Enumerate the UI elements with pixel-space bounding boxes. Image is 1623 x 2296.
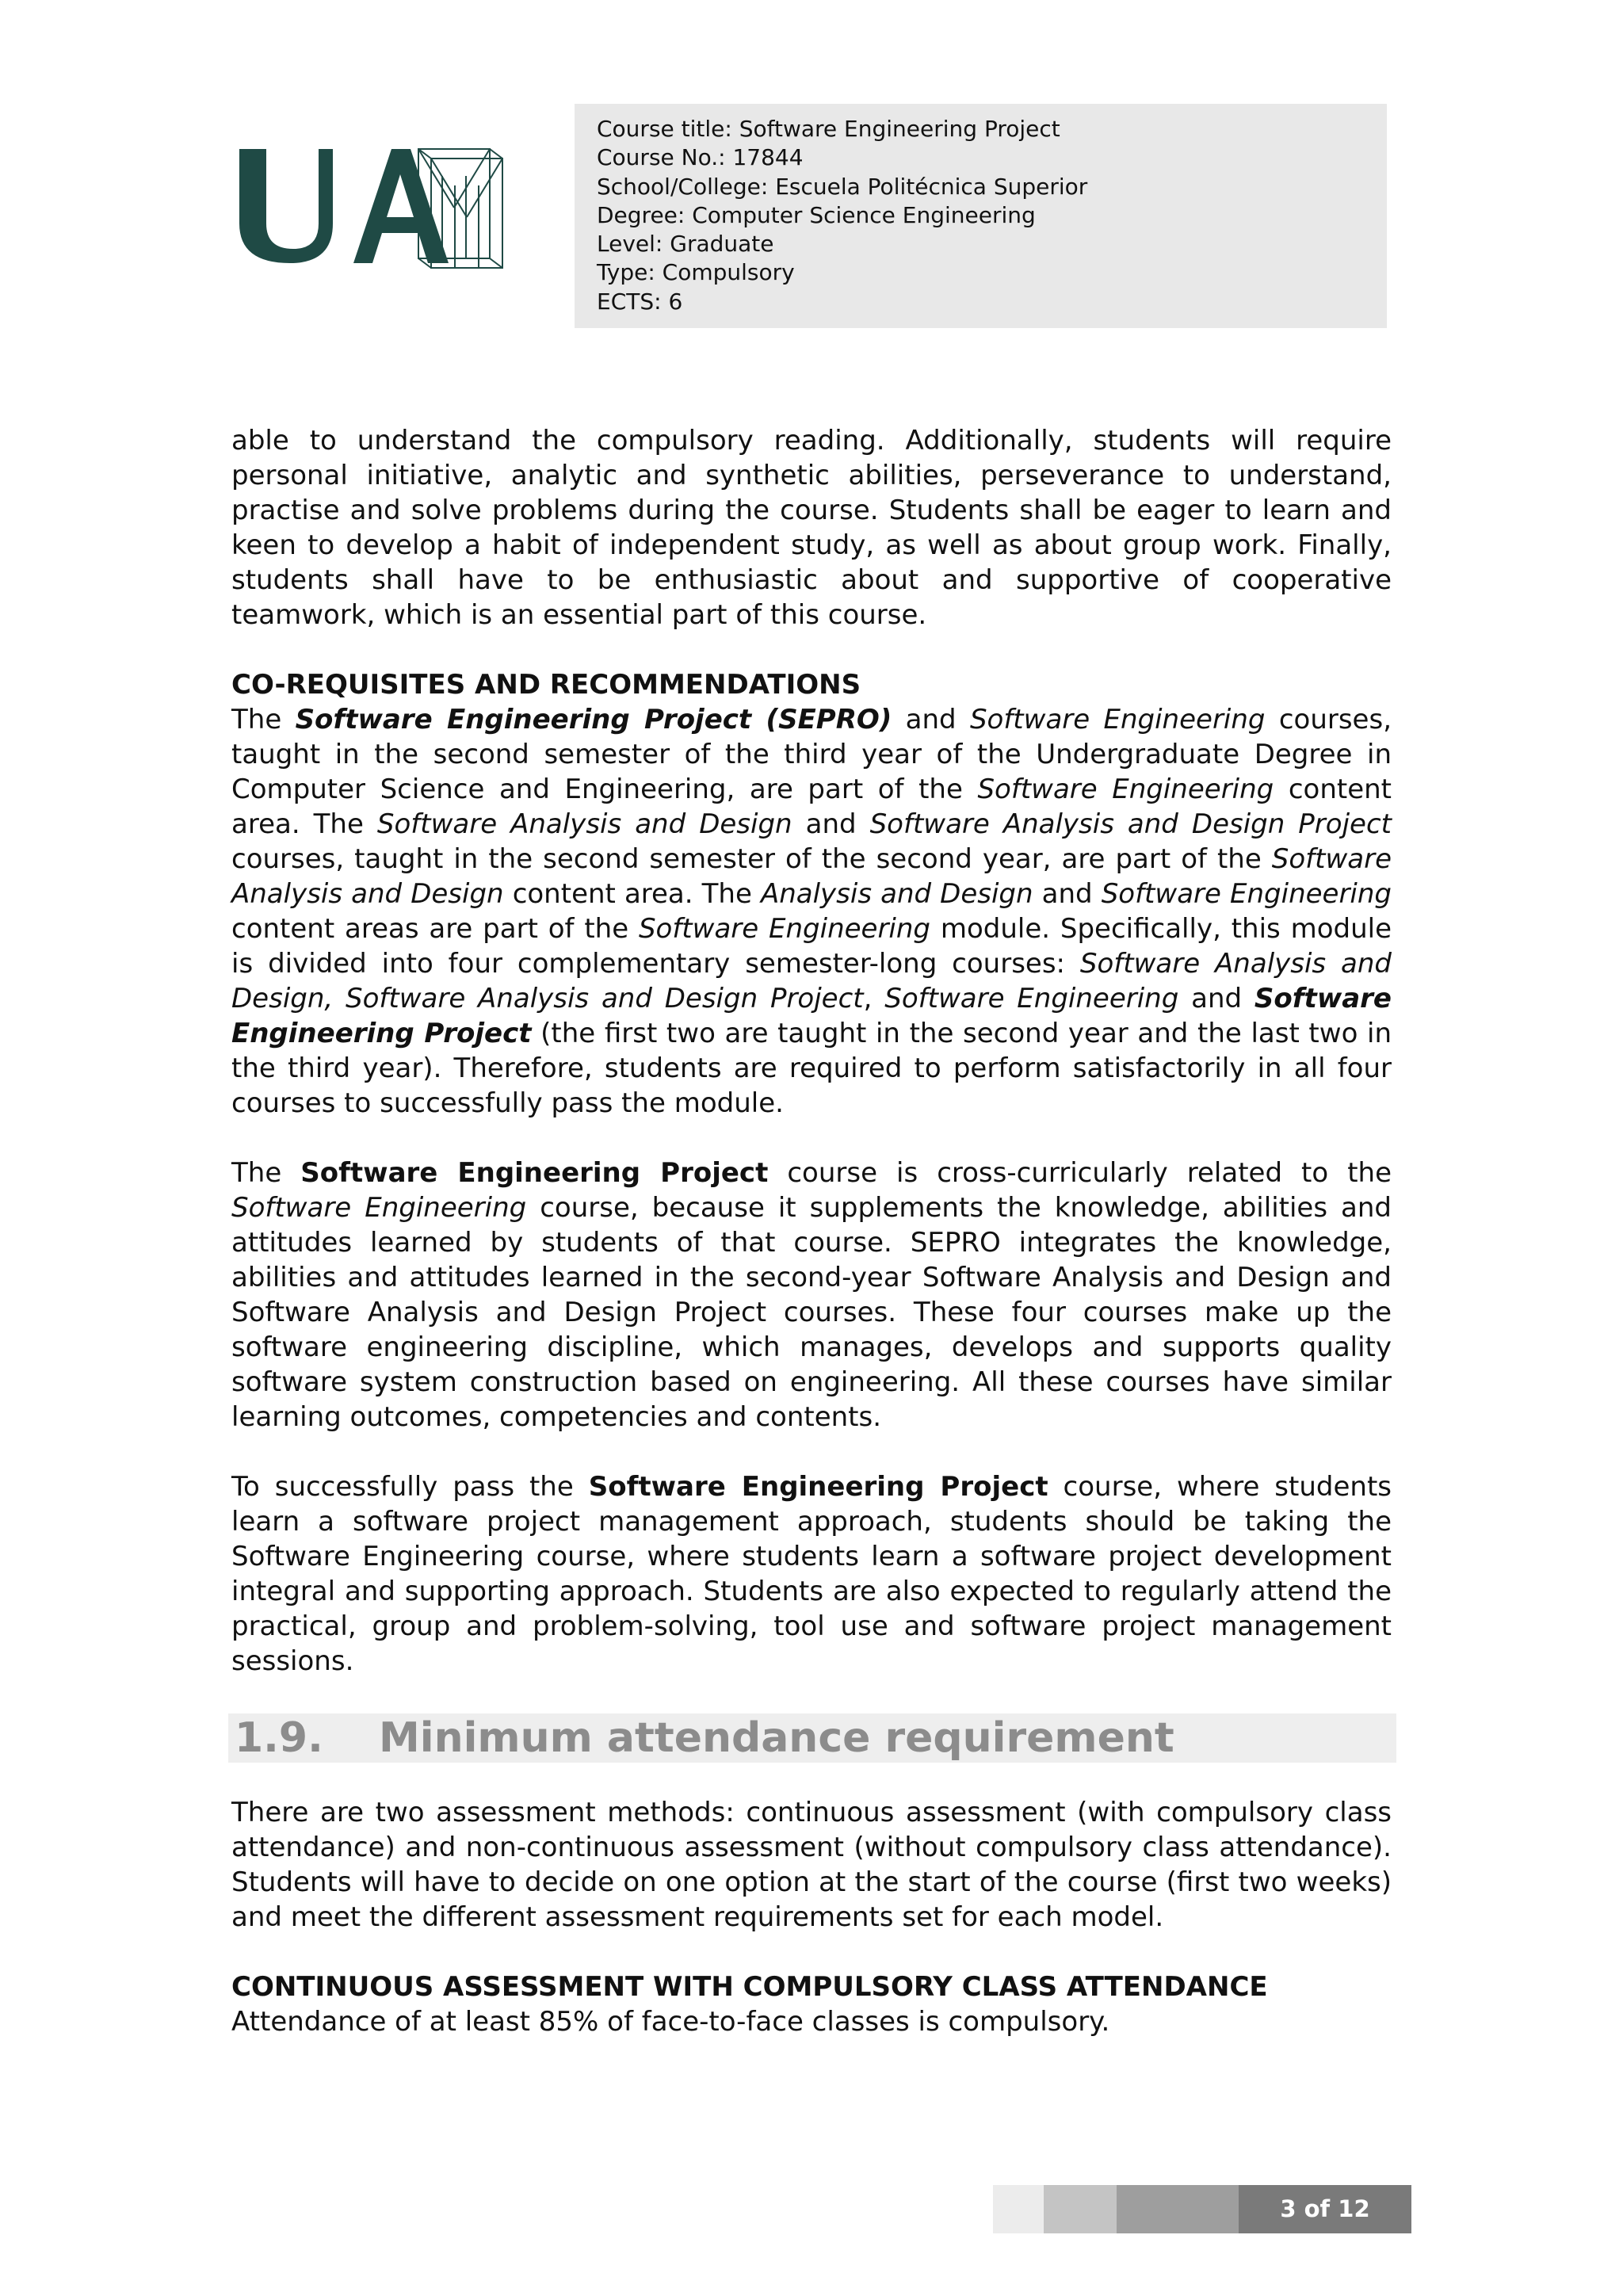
course-degree: Degree: Computer Science Engineering [597,201,1036,228]
footer-bar-segment [1117,2185,1239,2233]
text-run: Software Engineering [231,1192,527,1224]
text-run: (the first two are taught in the second year and the last two in the third year). Therefore, students are required to perform satisfactorily in all four courses to successfully pass the module. [231,1018,1392,1119]
text-run: Software Analysis and Design Project [869,808,1392,840]
page-number: 3 of 12 [1239,2185,1411,2233]
text-run: and [1033,878,1102,910]
text-run: , [863,983,885,1014]
text-run: content area. The [503,878,761,910]
text-run: course is cross-curricularly related to the [768,1157,1392,1189]
course-title: Course title: Software Engineering Project [597,116,1060,142]
text-run: and [1178,983,1254,1014]
course-number: Course No.: 17844 [597,144,804,171]
section-title: Minimum attendance requirement [379,1714,1174,1762]
text-run: Software Engineering Project [300,1157,769,1189]
text-run: Software Engineering [638,913,931,945]
text-run: courses, taught in the second semester of the second year, are part of the [231,843,1272,875]
text-run: Software Analysis and Design [231,843,1392,910]
text-run: and [892,704,970,735]
footer-bar-segment [1044,2185,1117,2233]
course-school: School/College: Escuela Politécnica Superior [597,173,1088,200]
text-run: courses, taught in the second semester of the third year of the Undergraduate Degree in Computer Science and Engineering, are part of the [231,704,1392,805]
course-level: Level: Graduate [597,231,774,258]
section-heading [228,1713,1396,1763]
text-run: Software Engineering [884,983,1179,1014]
text-run: Software Analysis and Design [376,808,792,840]
paragraph-coreq [231,702,1392,1121]
text-run: content area. The [231,774,1392,840]
text-run: content areas are part of the [231,913,639,945]
paragraph-pass-requirements [231,1469,1392,1679]
text-run: Software Engineering Project (SEPRO) [295,704,892,735]
course-ects: ECTS: 6 [597,288,683,315]
footer-bar-segment [993,2185,1044,2233]
main-content [231,423,1392,1679]
paragraph-prereq: able to understand the compulsory reading. Additionally, students will require personal initiative, analytic and synthetic abilities, perseverance to understand, practise and solve problems during the course. Students shall be eager to learn and keen to develop a habit of independent study, as well as about group work. Finally, students shall have to be enthusiastic about and supportive of cooperative teamwork, which is an essential part of this course. [231,425,1392,631]
paragraph-cross-curricular [231,1156,1392,1435]
logo-text: UAM [235,144,237,145]
course-type: Type: Compulsory [597,259,795,286]
text-run: Software Engineering Project [231,983,1392,1049]
text-run: The [231,1157,301,1189]
text-run: Software Engineering Project [588,1471,1048,1503]
text-run: Software Analysis and Design, Software Analysis and Design Project [231,948,1392,1014]
text-run: Analysis and Design [760,878,1033,910]
coreq-heading: CO-REQUISITES AND RECOMMENDATIONS [231,669,861,701]
text-run: To successfully pass the [231,1471,589,1503]
text-run: Software Engineering [1101,878,1392,910]
continuous-assessment-heading: CONTINUOUS ASSESSMENT WITH COMPULSORY CLASS ATTENDANCE [231,1971,1268,2003]
paragraph-attendance: Attendance of at least 85% of face-to-face classes is compulsory. [231,2006,1110,2038]
section-number: 1.9. [235,1714,323,1762]
text-run: and [792,808,870,840]
text-run: Software Engineering [977,774,1274,805]
text-run: course, because it supplements the knowledge, abilities and attitudes learned by students of that course. SEPRO integrates the knowledge, abilities and attitudes learned in the second-year Software Analysis and Design and Software Analysis and Design Project courses. These four courses make up the software engineering discipline, which manages, develops and supports quality software system construction based on engineering. All these courses have similar learning outcomes, competencies and contents. [231,1192,1392,1433]
text-run: Software Engineering [969,704,1266,735]
text-run: The [231,704,296,735]
section-content [231,1795,1392,2039]
text-run: course, where students learn a software project management approach, students should be taking the Software Engineering course, where students learn a software project development integral and supporting approach. Students are also expected to regularly attend the practical, group and problem-solving, tool use and software project management sessions. [231,1471,1392,1677]
uam-logo [235,144,520,271]
paragraph-assessment-methods: There are two assessment methods: continuous assessment (with compulsory class attendance) and non-continuous assessment (without compulsory class attendance). Students will have to decide on one option at the start of the course (first two weeks) and meet the different assessment requirements set for each model. [231,1797,1392,1933]
course-info-box [575,104,1387,328]
text-run: module. Specifically, this module is divided into four complementary semester-long courses: [231,913,1392,980]
